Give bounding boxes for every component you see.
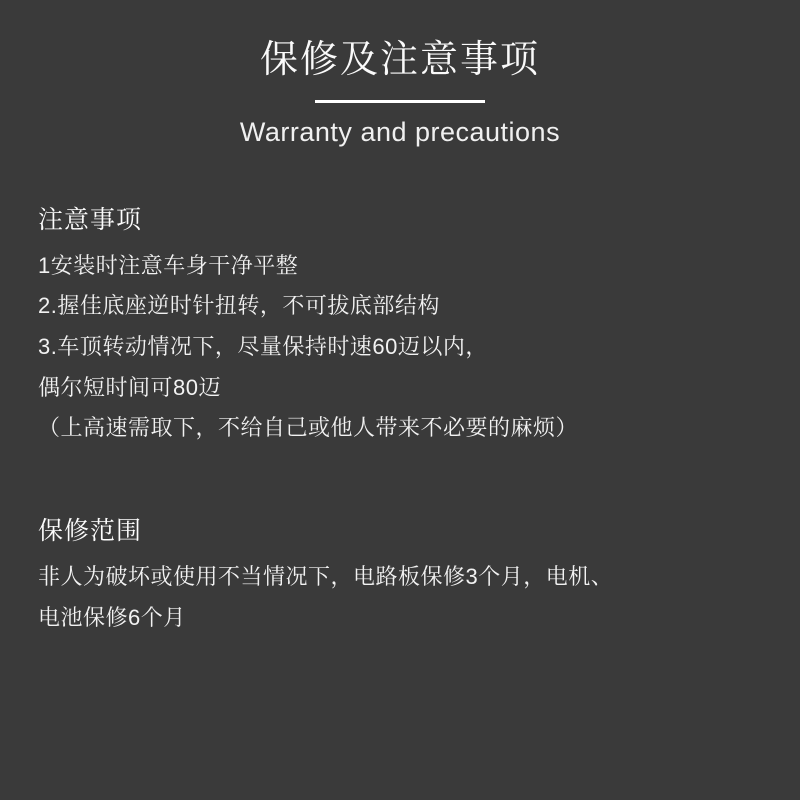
- section-warranty-scope: [38, 511, 762, 638]
- page-header: [0, 0, 800, 148]
- precaution-line-5: （上高速需取下，不给自己或他人带来不必要的麻烦）: [38, 415, 579, 441]
- title-divider: [315, 100, 485, 103]
- warranty-line-2: 电池保修6个月: [38, 604, 186, 630]
- precaution-line-1: 1安装时注意车身干净平整: [38, 252, 299, 278]
- page-title-en: Warranty and precautions: [239, 116, 561, 147]
- page-body: [0, 148, 800, 639]
- precaution-line-4: 偶尔短时间可80迈: [38, 374, 221, 400]
- section-warranty-heading: 保修范围: [38, 517, 143, 546]
- page-title-cn: 保修及注意事项: [259, 39, 540, 81]
- section-precautions-heading: 注意事项: [38, 205, 143, 234]
- precaution-line-2: 2.握佳底座逆时针扭转，不可拔底部结构: [38, 293, 440, 319]
- precaution-line-3: 3.车顶转动情况下，尽量保持时速60迈以内，: [38, 333, 488, 359]
- warranty-line-1: 非人为破坏或使用不当情况下，电路板保修3个月，电机、: [38, 564, 614, 590]
- spacer-above-warranty: [38, 449, 762, 511]
- section-precautions: [38, 200, 762, 449]
- spacer-above-notes: [38, 148, 762, 200]
